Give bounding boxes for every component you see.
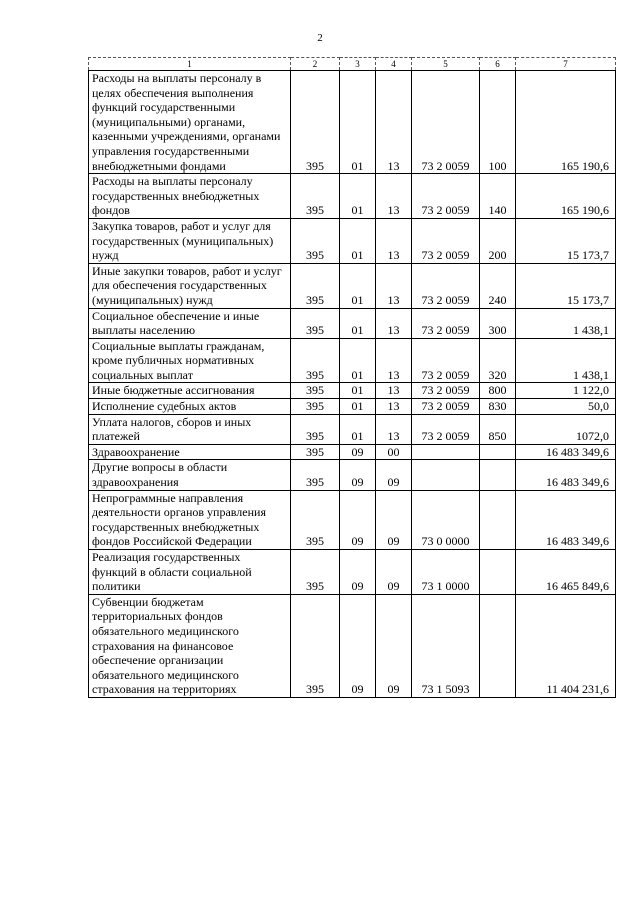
table-row <box>89 174 616 219</box>
table-row <box>89 338 616 383</box>
header-cell: 4 <box>376 58 412 71</box>
row-amount-cell: 16 483 349,6 <box>516 490 616 549</box>
row-subsection-cell: 13 <box>376 383 412 399</box>
row-target-article-cell: 73 2 0059 <box>412 338 480 383</box>
row-amount-cell: 1 122,0 <box>516 383 616 399</box>
row-grbs-cell: 395 <box>291 308 340 338</box>
row-name-cell: Здравоохранение <box>89 444 291 460</box>
table-row <box>89 460 616 490</box>
row-target-article-cell: 73 2 0059 <box>412 174 480 219</box>
header-cell: 1 <box>89 58 291 71</box>
row-amount-cell: 16 465 849,6 <box>516 550 616 595</box>
row-section-cell: 09 <box>340 594 376 697</box>
row-subsection-cell: 13 <box>376 399 412 415</box>
row-subsection-cell: 13 <box>376 71 412 174</box>
header-cell: 3 <box>340 58 376 71</box>
row-subsection-cell: 13 <box>376 218 412 263</box>
row-target-article-cell: 73 2 0059 <box>412 383 480 399</box>
row-expense-type-cell: 100 <box>480 71 516 174</box>
row-target-article-cell: 73 2 0059 <box>412 71 480 174</box>
row-expense-type-cell: 200 <box>480 218 516 263</box>
table-row <box>89 490 616 549</box>
row-section-cell: 01 <box>340 399 376 415</box>
row-subsection-cell: 09 <box>376 594 412 697</box>
row-subsection-cell: 13 <box>376 308 412 338</box>
row-section-cell: 09 <box>340 550 376 595</box>
table-row <box>89 383 616 399</box>
table-row <box>89 594 616 697</box>
row-name-cell: Социальные выплаты гражданам, кроме публичных нормативных социальных выплат <box>89 338 291 383</box>
row-amount-cell: 16 483 349,6 <box>516 444 616 460</box>
row-section-cell: 01 <box>340 383 376 399</box>
row-grbs-cell: 395 <box>291 444 340 460</box>
page-number: 2 <box>317 32 323 44</box>
row-section-cell: 01 <box>340 338 376 383</box>
row-expense-type-cell: 830 <box>480 399 516 415</box>
row-grbs-cell: 395 <box>291 490 340 549</box>
row-name-cell: Иные закупки товаров, работ и услуг для обеспечения государственных (муниципальных) нужд <box>89 263 291 308</box>
row-subsection-cell: 13 <box>376 338 412 383</box>
row-expense-type-cell: 240 <box>480 263 516 308</box>
row-amount-cell: 11 404 231,6 <box>516 594 616 697</box>
row-subsection-cell: 00 <box>376 444 412 460</box>
row-section-cell: 01 <box>340 218 376 263</box>
row-subsection-cell: 09 <box>376 490 412 549</box>
row-name-cell: Исполнение судебных актов <box>89 399 291 415</box>
table-row <box>89 444 616 460</box>
budget-table <box>88 57 616 698</box>
row-grbs-cell: 395 <box>291 414 340 444</box>
row-target-article-cell <box>412 444 480 460</box>
row-subsection-cell: 13 <box>376 414 412 444</box>
table-row <box>89 263 616 308</box>
row-expense-type-cell <box>480 444 516 460</box>
row-section-cell: 01 <box>340 71 376 174</box>
row-name-cell: Непрограммные направления деятельности органов управления государственных внебюджетных фондов Российской Федерации <box>89 490 291 549</box>
row-target-article-cell: 73 2 0059 <box>412 308 480 338</box>
table-row <box>89 71 616 174</box>
row-grbs-cell: 395 <box>291 550 340 595</box>
header-row <box>89 58 616 71</box>
row-grbs-cell: 395 <box>291 383 340 399</box>
row-section-cell: 09 <box>340 460 376 490</box>
table-row <box>89 414 616 444</box>
row-grbs-cell: 395 <box>291 460 340 490</box>
row-expense-type-cell: 320 <box>480 338 516 383</box>
row-grbs-cell: 395 <box>291 594 340 697</box>
row-section-cell: 01 <box>340 414 376 444</box>
row-subsection-cell: 13 <box>376 174 412 219</box>
header-cell: 7 <box>516 58 616 71</box>
row-section-cell: 01 <box>340 174 376 219</box>
row-expense-type-cell: 300 <box>480 308 516 338</box>
row-grbs-cell: 395 <box>291 174 340 219</box>
row-name-cell: Социальное обеспечение и иные выплаты населению <box>89 308 291 338</box>
row-grbs-cell: 395 <box>291 218 340 263</box>
row-section-cell: 09 <box>340 444 376 460</box>
header-cell: 2 <box>291 58 340 71</box>
row-amount-cell: 1072,0 <box>516 414 616 444</box>
row-name-cell: Закупка товаров, работ и услуг для государственных (муниципальных) нужд <box>89 218 291 263</box>
row-section-cell: 09 <box>340 490 376 549</box>
row-amount-cell: 15 173,7 <box>516 263 616 308</box>
row-amount-cell: 1 438,1 <box>516 308 616 338</box>
table-row <box>89 218 616 263</box>
row-subsection-cell: 09 <box>376 460 412 490</box>
row-target-article-cell: 73 2 0059 <box>412 263 480 308</box>
row-target-article-cell: 73 1 0000 <box>412 550 480 595</box>
row-name-cell: Другие вопросы в области здравоохранения <box>89 460 291 490</box>
row-name-cell: Расходы на выплаты персоналу государственных внебюджетных фондов <box>89 174 291 219</box>
row-expense-type-cell: 850 <box>480 414 516 444</box>
table-row <box>89 399 616 415</box>
row-amount-cell: 50,0 <box>516 399 616 415</box>
row-expense-type-cell <box>480 594 516 697</box>
row-expense-type-cell <box>480 490 516 549</box>
row-expense-type-cell <box>480 550 516 595</box>
row-amount-cell: 15 173,7 <box>516 218 616 263</box>
row-name-cell: Реализация государственных функций в области социальной политики <box>89 550 291 595</box>
row-section-cell: 01 <box>340 308 376 338</box>
row-name-cell: Субвенции бюджетам территориальных фондов обязательного медицинского страхования на финансовое обеспечение организации обязательного медицинского страхования на территориях <box>89 594 291 697</box>
row-amount-cell: 165 190,6 <box>516 174 616 219</box>
row-amount-cell: 165 190,6 <box>516 71 616 174</box>
row-name-cell: Иные бюджетные ассигнования <box>89 383 291 399</box>
header-cell: 5 <box>412 58 480 71</box>
row-section-cell: 01 <box>340 263 376 308</box>
row-target-article-cell: 73 2 0059 <box>412 218 480 263</box>
row-name-cell: Расходы на выплаты персоналу в целях обеспечения выполнения функций государственными (муниципальными) органами, казенными учреждениями, органами управления государственными внебюджетными фондами <box>89 71 291 174</box>
row-grbs-cell: 395 <box>291 71 340 174</box>
row-target-article-cell: 73 2 0059 <box>412 414 480 444</box>
row-expense-type-cell: 140 <box>480 174 516 219</box>
row-subsection-cell: 09 <box>376 550 412 595</box>
header-cell: 6 <box>480 58 516 71</box>
row-grbs-cell: 395 <box>291 338 340 383</box>
row-amount-cell: 16 483 349,6 <box>516 460 616 490</box>
row-target-article-cell: 73 1 5093 <box>412 594 480 697</box>
row-grbs-cell: 395 <box>291 263 340 308</box>
row-grbs-cell: 395 <box>291 399 340 415</box>
row-target-article-cell: 73 2 0059 <box>412 399 480 415</box>
row-name-cell: Уплата налогов, сборов и иных платежей <box>89 414 291 444</box>
row-expense-type-cell: 800 <box>480 383 516 399</box>
row-amount-cell: 1 438,1 <box>516 338 616 383</box>
row-expense-type-cell <box>480 460 516 490</box>
table-row <box>89 550 616 595</box>
table-row <box>89 308 616 338</box>
row-subsection-cell: 13 <box>376 263 412 308</box>
row-target-article-cell <box>412 460 480 490</box>
row-target-article-cell: 73 0 0000 <box>412 490 480 549</box>
